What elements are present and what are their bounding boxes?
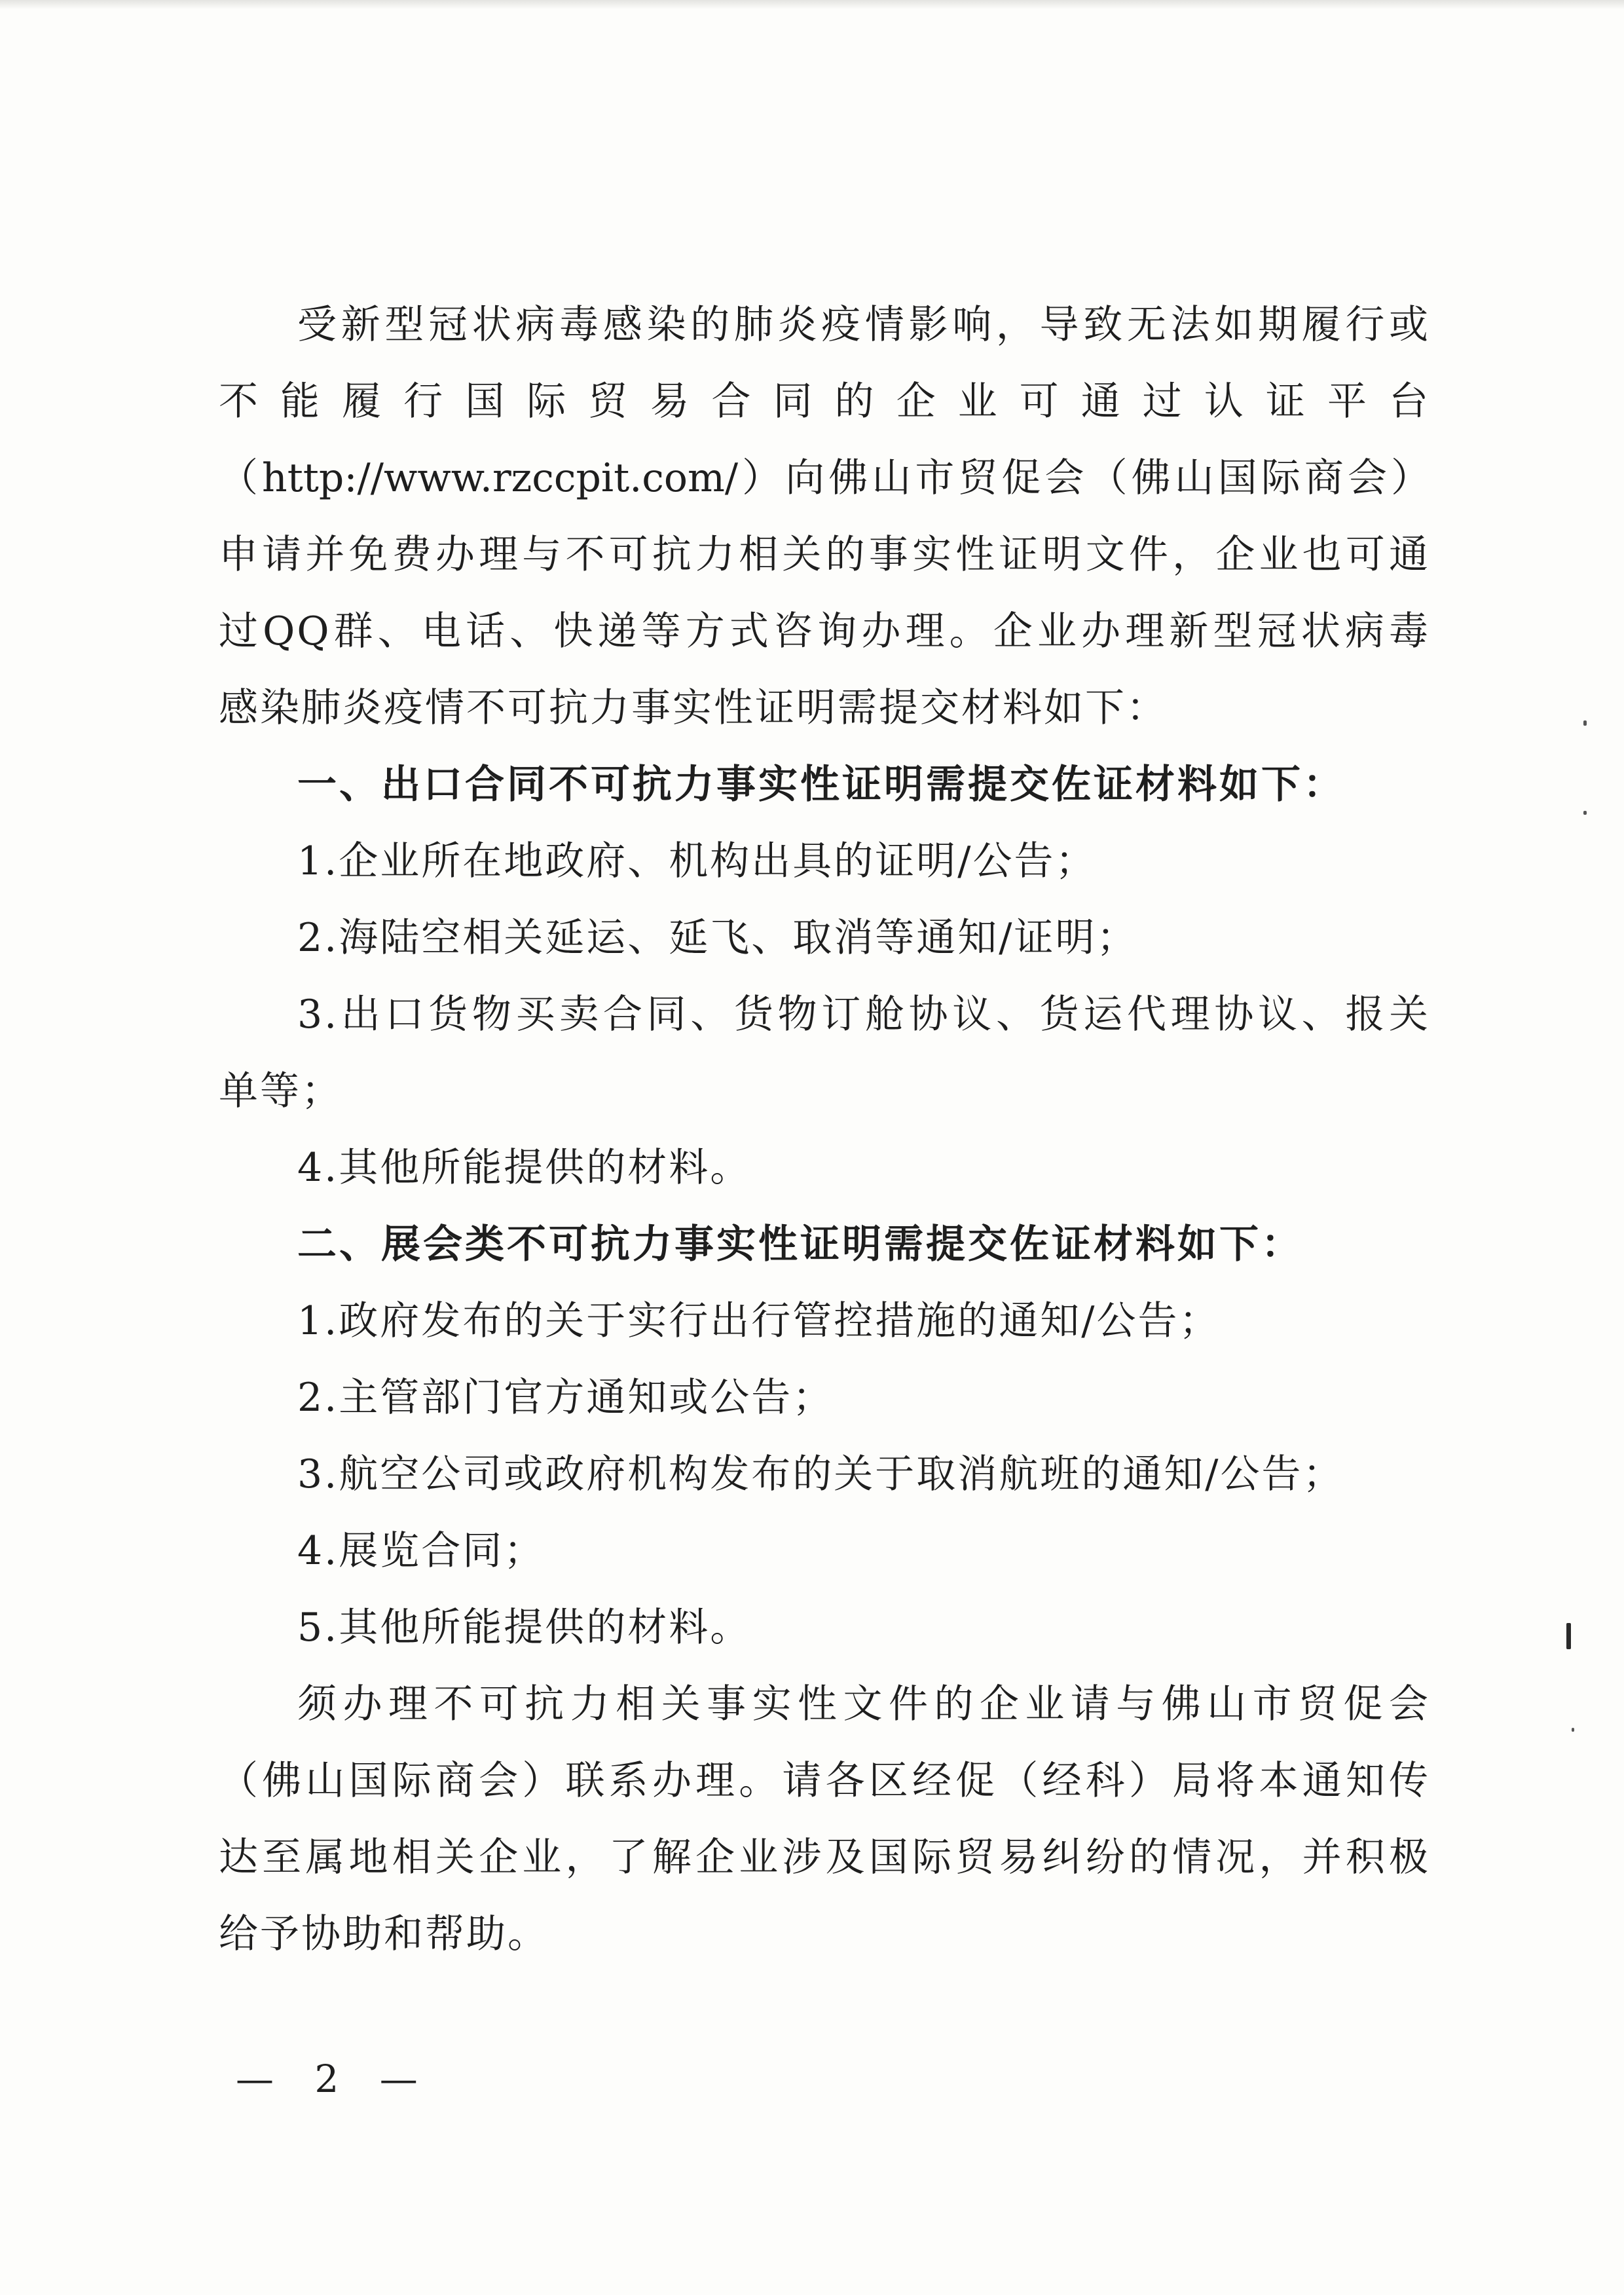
intro-line-1: 受新型冠状病毒感染的肺炎疫情影响，导致无法如期履行或 <box>297 302 1430 348</box>
closing-line-3: 达至属地相关企业，了解企业涉及国际贸易纠纷的情况，并积极 <box>219 1835 1430 1880</box>
page-number: — 2 — <box>236 2057 432 2101</box>
section-2-item-3: 3.航空公司或政府机构发布的关于取消航班的通知/公告； <box>297 1451 1344 1497</box>
section-1-item-4: 4.其他所能提供的材料。 <box>297 1145 752 1191</box>
section-1-heading: 一、出口合同不可抗力事实性证明需提交佐证材料如下： <box>297 762 1345 808</box>
intro-line-3-url: （http://www.rzccpit.com/）向佛山市贸促会（佛山国际商会） <box>219 455 1430 501</box>
section-2-item-1: 1.政府发布的关于实行出行管控措施的通知/公告； <box>297 1298 1221 1344</box>
closing-line-2: （佛山国际商会）联系办理。请各区经促（经科）局将本通知传 <box>219 1758 1430 1804</box>
document-body <box>219 287 1430 1973</box>
scan-edge-shadow <box>0 0 1624 9</box>
intro-line-4: 申请并免费办理与不可抗力相关的事实性证明文件，企业也可通 <box>219 532 1430 578</box>
intro-paragraph <box>219 287 1430 747</box>
intro-line-5: 过QQ群、电话、快递等方式咨询办理。企业办理新型冠状病毒 <box>219 608 1430 654</box>
section-2-item-4: 4.展览合同； <box>297 1528 545 1574</box>
section-1-item-3-continued: 单等； <box>219 1068 342 1114</box>
closing-line-4: 给予协助和帮助。 <box>219 1911 549 1957</box>
section-2-heading: 二、展会类不可抗力事实性证明需提交佐证材料如下： <box>297 1222 1303 1267</box>
section-1-item-2: 2.海陆空相关延运、延飞、取消等通知/证明； <box>297 915 1138 961</box>
closing-paragraph <box>219 1666 1430 1973</box>
scan-speck-3 <box>1566 1623 1571 1649</box>
scan-speck-1 <box>1583 720 1587 726</box>
section-1-item-3: 3.出口货物买卖合同、货物订舱协议、货运代理协议、报关 <box>297 992 1430 1037</box>
section-2-item-2: 2.主管部门官方通知或公告； <box>297 1375 834 1421</box>
scan-speck-2 <box>1583 811 1587 815</box>
section-1-item-1: 1.企业所在地政府、机构出具的证明/公告； <box>297 838 1097 884</box>
section-2-item-5: 5.其他所能提供的材料。 <box>297 1605 752 1651</box>
scan-speck-4 <box>1572 1728 1574 1732</box>
intro-line-6: 感染肺炎疫情不可抗力事实性证明需提交材料如下： <box>219 685 1168 731</box>
intro-line-2: 不能履行国际贸易合同的企业可通过认证平台 <box>219 379 1430 424</box>
closing-line-1: 须办理不可抗力相关事实性文件的企业请与佛山市贸促会 <box>297 1681 1430 1727</box>
